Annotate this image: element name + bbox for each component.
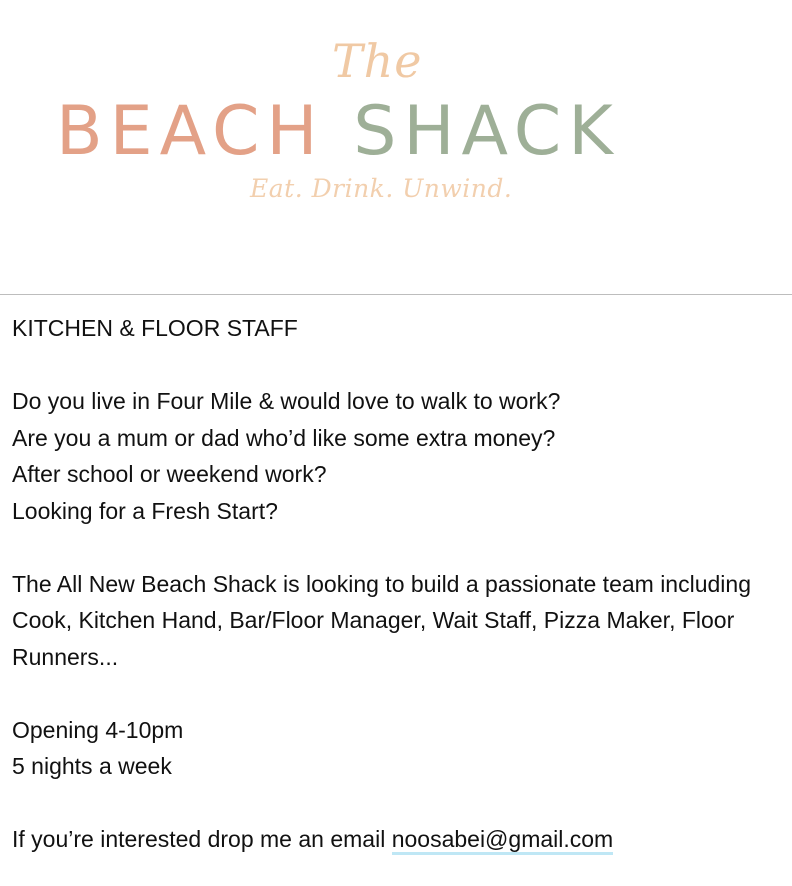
- spacer: [12, 675, 782, 712]
- post-body: [12, 310, 782, 858]
- question-line: After school or weekend work?: [12, 461, 327, 487]
- post-description: The All New Beach Shack is looking to build a passionate team including Cook, Kitchen Hand, Bar/Floor Manager, Wait Staff, Pizza Maker, Floor Runners...: [12, 570, 751, 670]
- post-heading: KITCHEN & FLOOR STAFF: [12, 315, 298, 341]
- spacer: [12, 347, 782, 384]
- logo-wordmark: [56, 92, 620, 171]
- question-line: Do you live in Four Mile & would love to walk to work?: [12, 388, 561, 414]
- logo-beach-text: BEACH: [56, 92, 325, 171]
- contact-line: [12, 821, 782, 858]
- divider: [0, 294, 792, 295]
- logo-tagline: Eat. Drink. Unwind.: [250, 174, 513, 203]
- question-line: Are you a mum or dad who’d like some extra money?: [12, 424, 556, 451]
- question-line: Looking for a Fresh Start?: [12, 497, 278, 524]
- hours-line: 5 nights a week: [12, 753, 172, 779]
- contact-prefix: If you’re interested drop me an email: [12, 826, 392, 852]
- logo-the-text: The: [332, 34, 423, 88]
- spacer: [12, 529, 782, 566]
- spacer: [12, 785, 782, 822]
- hours-line: Opening 4-10pm: [12, 716, 184, 743]
- logo-shack-text: SHACK: [353, 92, 620, 171]
- beach-shack-logo: [0, 0, 792, 294]
- email-link[interactable]: noosabei@gmail.com: [392, 826, 614, 855]
